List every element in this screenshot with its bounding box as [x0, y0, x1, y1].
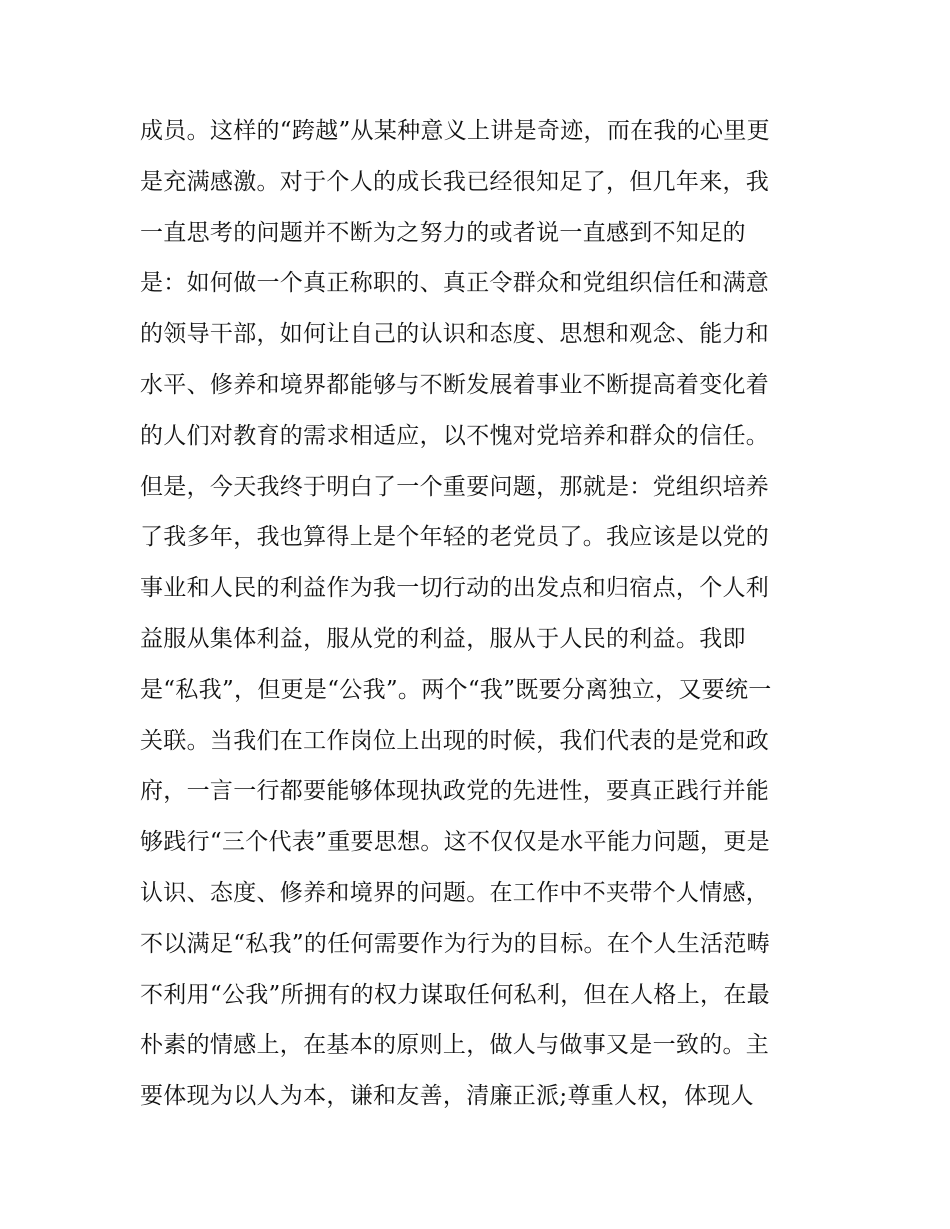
text-line: 益服从集体利益，服从党的利益，服从于人民的利益。我即 — [140, 625, 746, 652]
text-line: 府，一言一行都要能够体现执政党的先进性，要真正践行并能 — [140, 778, 770, 805]
text-line: 不以满足“私我”的任何需要作为行为的目标。在个人生活范畴 — [140, 930, 770, 957]
text-line: 够践行“三个代表”重要思想。这不仅仅是水平能力问题，更是 — [140, 829, 770, 856]
text-line: 朴素的情感上，在基本的原则上，做人与做事又是一致的。主 — [140, 1032, 770, 1059]
text-line: 一直思考的问题并不断为之努力的或者说一直感到不知足的 — [140, 219, 746, 246]
text-line: 是“私我”，但更是“公我”。两个“我”既要分离独立，又要统一 — [140, 676, 772, 703]
text-line: 要体现为以人为本，谦和友善，清廉正派;尊重人权，体现人 — [140, 1083, 754, 1110]
text-line: 但是，今天我终于明白了一个重要问题，那就是：党组织培养 — [140, 473, 770, 500]
text-line: 事业和人民的利益作为我一切行动的出发点和归宿点，个人利 — [140, 575, 770, 602]
text-line: 的人们对教育的需求相适应，以不愧对党培养和群众的信任。 — [140, 422, 770, 449]
text-line: 不利用“公我”所拥有的权力谋取任何私利，但在人格上，在最 — [140, 981, 770, 1008]
text-line: 是：如何做一个真正称职的、真正令群众和党组织信任和满意 — [140, 270, 770, 297]
text-line: 关联。当我们在工作岗位上出现的时候，我们代表的是党和政 — [140, 727, 770, 754]
text-line: 认识、态度、修养和境界的问题。在工作中不夹带个人情感， — [140, 879, 770, 906]
text-line: 了我多年，我也算得上是个年轻的老党员了。我应该是以党的 — [140, 524, 770, 551]
text-line: 水平、修养和境界都能够与不断发展着事业不断提高着变化着 — [140, 371, 770, 398]
text-line: 成员。这样的“跨越”从某种意义上讲是奇迹，而在我的心里更 — [140, 118, 770, 144]
text-line: 的领导干部，如何让自己的认识和态度、思想和观念、能力和 — [140, 321, 770, 348]
text-line: 是充满感激。对于个人的成长我已经很知足了，但几年来，我 — [140, 168, 770, 195]
body-text — [140, 106, 820, 1122]
